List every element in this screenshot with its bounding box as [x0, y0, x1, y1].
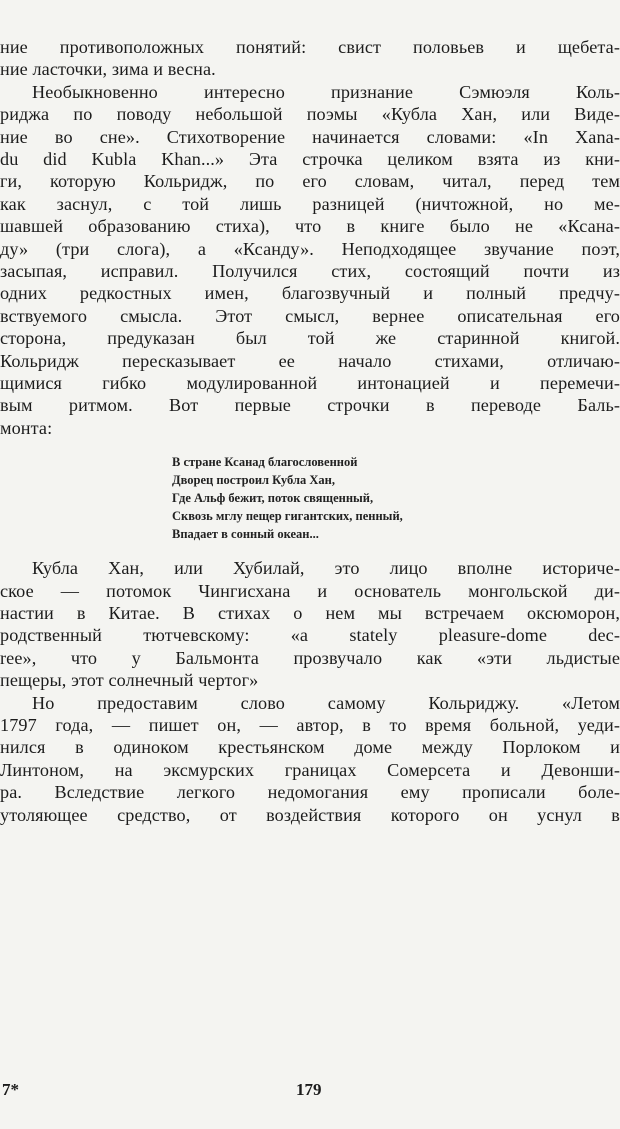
text-line: шавшей образованию стиха), что в книге было не «Ксана-	[0, 216, 620, 237]
text-line: вствуемого смысла. Этот смысл, вернее описательная его	[0, 305, 620, 326]
text-line: ree», что у Бальмонта прозвучало как «эти льдистые	[0, 647, 620, 668]
verse-line: Где Альф бежит, поток священный,	[172, 491, 374, 506]
text-line: Но предоставим слово самому Кольриджу. «Летом	[32, 692, 620, 713]
page-number: 179	[296, 1080, 322, 1099]
text-line: Кольридж пересказывает ее начало стихами, отличаю-	[0, 350, 620, 371]
verse-line: Сквозь мглу пещер гигантских, пенный,	[172, 509, 403, 524]
text-line: вым ритмом. Вот первые строчки в переводе Баль-	[0, 395, 620, 416]
verse-line: В стране Ксанад благословенной	[172, 455, 358, 470]
text-line: монта:	[0, 417, 53, 438]
verse-line: Впадает в сонный океан...	[172, 527, 319, 542]
text-line: сторона, предуказан был той же старинной книгой.	[0, 328, 620, 349]
signature-mark: 7*	[2, 1080, 19, 1099]
text-line: утоляющее средство, от воздействия которого он уснул в	[0, 804, 620, 825]
verse-line: Дворец построил Кубла Хан,	[172, 473, 335, 488]
text-line: 1797 года, — пишет он, — автор, в то время больной, уеди-	[0, 715, 620, 735]
text-line: родственный тютчевскому: «a stately pleasure-dome dec-	[0, 625, 620, 646]
text-line: Линтоном, на эксмурских границах Сомерсета и Девонши-	[0, 759, 620, 780]
text-line: щимися гибко модулированной интонацией и перемечи-	[0, 373, 620, 393]
text-line: нился в одиноком крестьянском доме между Порлоком и	[0, 737, 620, 758]
text-line: засыпая, исправил. Получился стих, состоящий почти из	[0, 261, 620, 281]
text-line: Необыкновенно интересно признание Сэмюэля Коль-	[32, 81, 620, 102]
text-line: ние ласточки, зима и весна.	[0, 59, 216, 80]
text-line: ра. Вследствие легкого недомогания ему прописали боле-	[0, 782, 620, 803]
text-line: как заснул, с той лишь разницей (ничтожной, но ме-	[0, 193, 620, 214]
text-line: ду» (три слога), а «Ксанду». Неподходящее звучание поэт,	[0, 238, 620, 259]
text-line: риджа по поводу небольшой поэмы «Кубла Хан, или Виде-	[0, 104, 620, 125]
text-line: одних редкостных имен, благозвучный и полный предчу-	[0, 283, 620, 304]
text-line: пещеры, этот солнечный чертог»	[0, 670, 259, 691]
text-line: ние во сне». Стихотворение начинается словами: «In Xana-	[0, 126, 620, 147]
text-line: ги, которую Кольридж, по его словам, читал, перед тем	[0, 171, 620, 192]
text-line: du did Kubla Khan...» Эта строчка целиком взята из кни-	[0, 149, 620, 169]
text-line: ние противоположных понятий: свист половьев и щебета-	[0, 37, 620, 57]
text-line: ское — потомок Чингисхана и основатель монгольской ди-	[0, 580, 620, 601]
text-line: настии в Китае. В стихах о нем мы встречаем оксюморон,	[0, 603, 620, 623]
text-line: Кубла Хан, или Хубилай, это лицо вполне историче-	[32, 558, 620, 579]
